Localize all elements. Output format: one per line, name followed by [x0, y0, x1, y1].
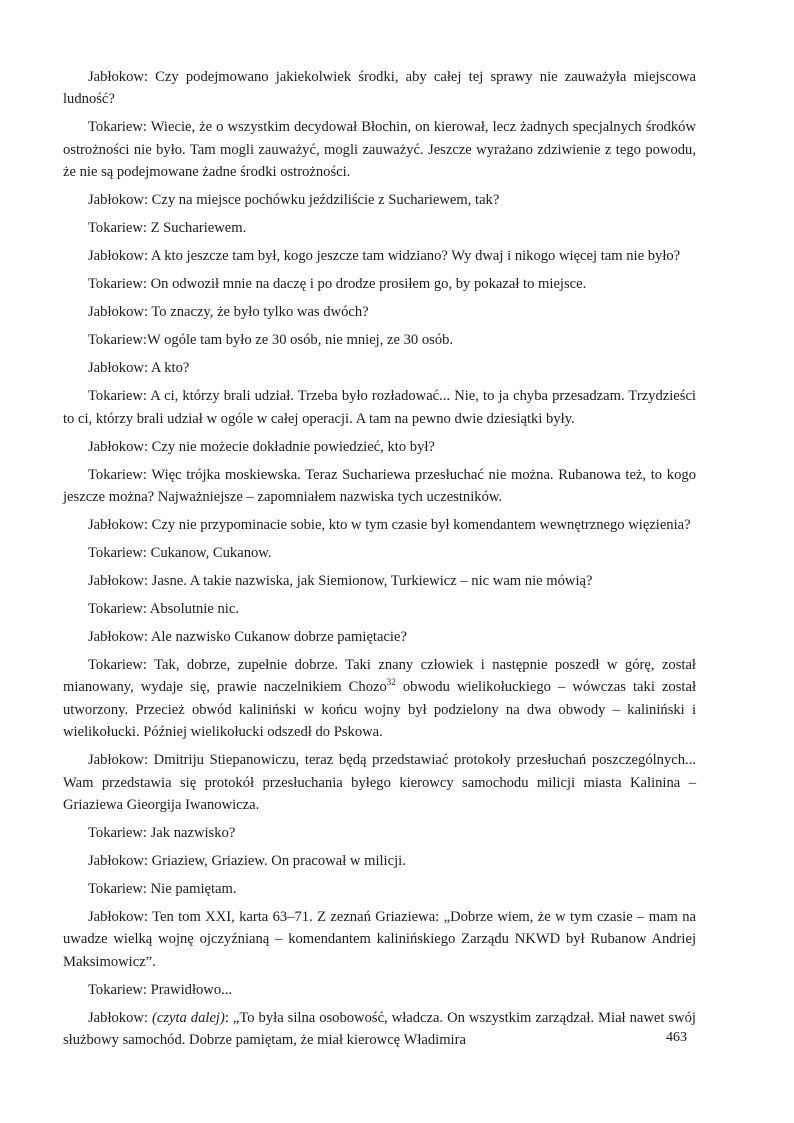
paragraph: Jabłokow: Griaziew, Griaziew. On pracował w milicji.	[88, 853, 406, 870]
paragraph: Jabłokow: A kto jeszcze tam był, kogo jeszcze tam widziano? Wy dwaj i nikogo więcej tam nie było?	[88, 248, 681, 265]
paragraph: Tokariew: Cukanow, Cukanow.	[88, 545, 272, 562]
paragraph: Tokariew: Absolutnie nic.	[88, 601, 239, 618]
paragraph: Tokariew:W ogóle tam było ze 30 osób, nie mniej, ze 30 osób.	[88, 332, 454, 349]
paragraph: Jabłokow: To znaczy, że było tylko was dwóch?	[88, 304, 369, 321]
paragraph: Jabłokow: A kto?	[88, 360, 190, 377]
document-page	[63, 66, 696, 1057]
paragraph: Tokariew: Prawidłowo...	[88, 981, 233, 998]
paragraph: Jabłokow: Czy na miejsce pochówku jeździliście z Suchariewem, tak?	[88, 192, 500, 209]
italic-remark: (czyta dalej)	[151, 1009, 225, 1026]
paragraph: Jabłokow: Czy nie przypominacie sobie, kto w tym czasie był komendantem wewnętrznego więzienia?	[88, 517, 691, 534]
paragraph: Tokariew: Jak nazwisko?	[88, 825, 236, 842]
paragraph: Tokariew: A ci, którzy brali udział. Trzeba było rozładować... Nie, to ja chyba przesadzam. Trzydzieści to ci, którzy brali udział w ogóle w całej operacji. A tam na pewno dwie dziesiątki były.	[63, 388, 696, 427]
paragraph: Tokariew: Nie pamiętam.	[88, 881, 237, 898]
paragraph: Jabłokow: Czy nie możecie dokładnie powiedzieć, kto był?	[88, 438, 435, 455]
paragraph: Tokariew: On odwoził mnie na daczę i po drodze prosiłem go, by pokazał to miejsce.	[88, 276, 587, 293]
paragraph: Tokariew: Z Suchariewem.	[88, 220, 247, 237]
paragraph: Jabłokow: Jasne. A takie nazwiska, jak Siemionow, Turkiewicz – nic wam nie mówią?	[88, 573, 593, 590]
paragraph: Jabłokow: Ale nazwisko Cukanow dobrze pamiętacie?	[88, 629, 407, 646]
paragraph: Tokariew: Wiecie, że o wszystkim decydował Błochin, on kierował, lecz żadnych specjalnych środków ostrożności nie było. Tam mogli zauważyć, mogli zauważyć. Jeszcze wyrażano zdziwienie z tego powodu, że nie są podejmowane żadne środki ostrożności.	[63, 119, 696, 181]
paragraph-text: Tokariew: Tak, dobrze, zupełnie dobrze. Taki znany człowiek i następnie poszedł w górę, został mianowany, wydaje się, prawie naczelnikiem Chozo	[63, 657, 696, 696]
paragraph-with-italic	[63, 1007, 696, 1052]
footnote-marker: 32	[386, 677, 396, 688]
paragraph-text: : „To była silna osobowość, władcza. On wszystkim zarządzał. Miał nawet swój służbowy samochód. Dobrze pamiętam, że miał kierowcę Władimira	[63, 1009, 696, 1049]
paragraph: Jabłokow: Czy podejmowano jakiekolwiek środki, aby całej tej sprawy nie zauważyła miejscowa ludność?	[63, 69, 696, 108]
paragraph-text: obwodu wielikołuckiego – wówczas taki został utworzony. Przecież obwód kaliniński w końcu wojny był podzielony na dwa obwody – kaliniński i wielikołucki. Później wielikołucki odszedł do Pskowa.	[63, 679, 696, 741]
paragraph: Jabłokow: Dmitriju Stiepanowiczu, teraz będą przedstawiać protokoły przesłuchań poszczególnych... Wam przedstawia się protokół przesłuchania byłego kierowcy samochodu milicji miasta Kalinina – Griaziewa Gieorgija Iwanowicza.	[63, 752, 696, 814]
paragraph-text: Jabłokow:	[88, 1009, 152, 1026]
paragraph: Jabłokow: Ten tom XXI, karta 63–71. Z zeznań Griaziewa: „Dobrze wiem, że w tym czasie – mam na uwadze wielką wojnę ojczyźnianą – komendantem kalinińskiego Zarządu NKWD był Rubanow Andriej Maksimowicz”.	[63, 909, 696, 970]
paragraph-with-footnote	[63, 654, 696, 744]
page-number: 463	[666, 1030, 687, 1045]
paragraph: Tokariew: Więc trójka moskiewska. Teraz Suchariewa przesłuchać nie można. Rubanowa też, to kogo jeszcze można? Najważniejsze – zapomniałem nazwiska tych uczestników.	[63, 466, 696, 506]
